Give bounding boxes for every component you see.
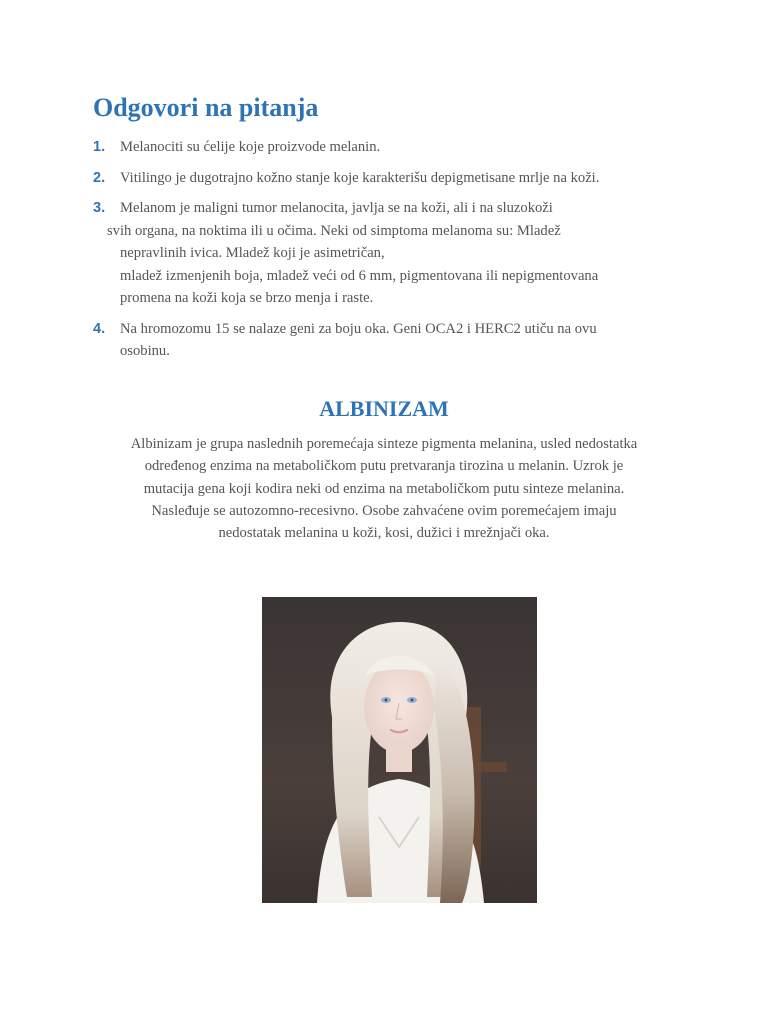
list-item-text: Vitilingo je dugotrajno kožno stanje koje karakterišu depigmetisane mrlje na koži. xyxy=(120,169,600,186)
list-item-text: nepravlinih ivica. Mladež koji je asimetričan, xyxy=(120,245,385,261)
paragraph-line: Nasleđuje se autozomno-recesivno. Osobe zahvaćene ovim poremećajem imaju xyxy=(151,502,617,519)
list-item-number: 3. xyxy=(93,200,106,216)
section-paragraph xyxy=(84,433,684,544)
paragraph-line: nedostatak melanina u koži, kosi, dužici i mrežnjači oka. xyxy=(218,525,550,542)
answers-list xyxy=(93,136,683,371)
paragraph-line: Albinizam je grupa naslednih poremećaja sinteze pigmenta melanina, usled nedostatka xyxy=(130,436,638,452)
list-item-text: svih organa, na noktima ili u očima. Neki od simptoma melanoma su: Mladež xyxy=(107,222,561,239)
list-item xyxy=(93,197,683,310)
list-item-number: 2. xyxy=(93,169,106,186)
list-item-text: Melanociti su ćelije koje proizvode melanin. xyxy=(120,139,381,155)
list-item xyxy=(93,167,683,190)
list-item-number: 4. xyxy=(93,320,106,337)
list-item xyxy=(93,318,683,363)
list-item-text: Na hromozomu 15 se nalaze geni za boju oka. Geni OCA2 i HERC2 utiču na ovu xyxy=(120,320,597,337)
list-item-text: mladež izmenjenih boja, mladež veći od 6 mm, pigmentovana ili nepigmentovana xyxy=(120,267,599,284)
list-item-text: osobinu. xyxy=(120,343,170,359)
paragraph-line: mutacija gena koji kodira neki od enzima na metaboličkom putu sinteze melanina. xyxy=(143,480,625,497)
paragraph-line: određenog enzima na metaboličkom putu pretvaranja tirozina u melanin. Uzrok je xyxy=(144,458,624,475)
page-title: Odgovori na pitanja xyxy=(93,93,319,122)
list-item-text: Melanom je maligni tumor melanocita, javlja se na koži, ali i na sluzokoži xyxy=(120,200,553,216)
list-item-text: promena na koži koja se brzo menja i raste. xyxy=(120,290,374,306)
list-item xyxy=(93,136,683,159)
list-item-number: 1. xyxy=(93,139,106,155)
section-title: ALBINIZAM xyxy=(319,396,449,421)
portrait-photo xyxy=(262,597,537,903)
